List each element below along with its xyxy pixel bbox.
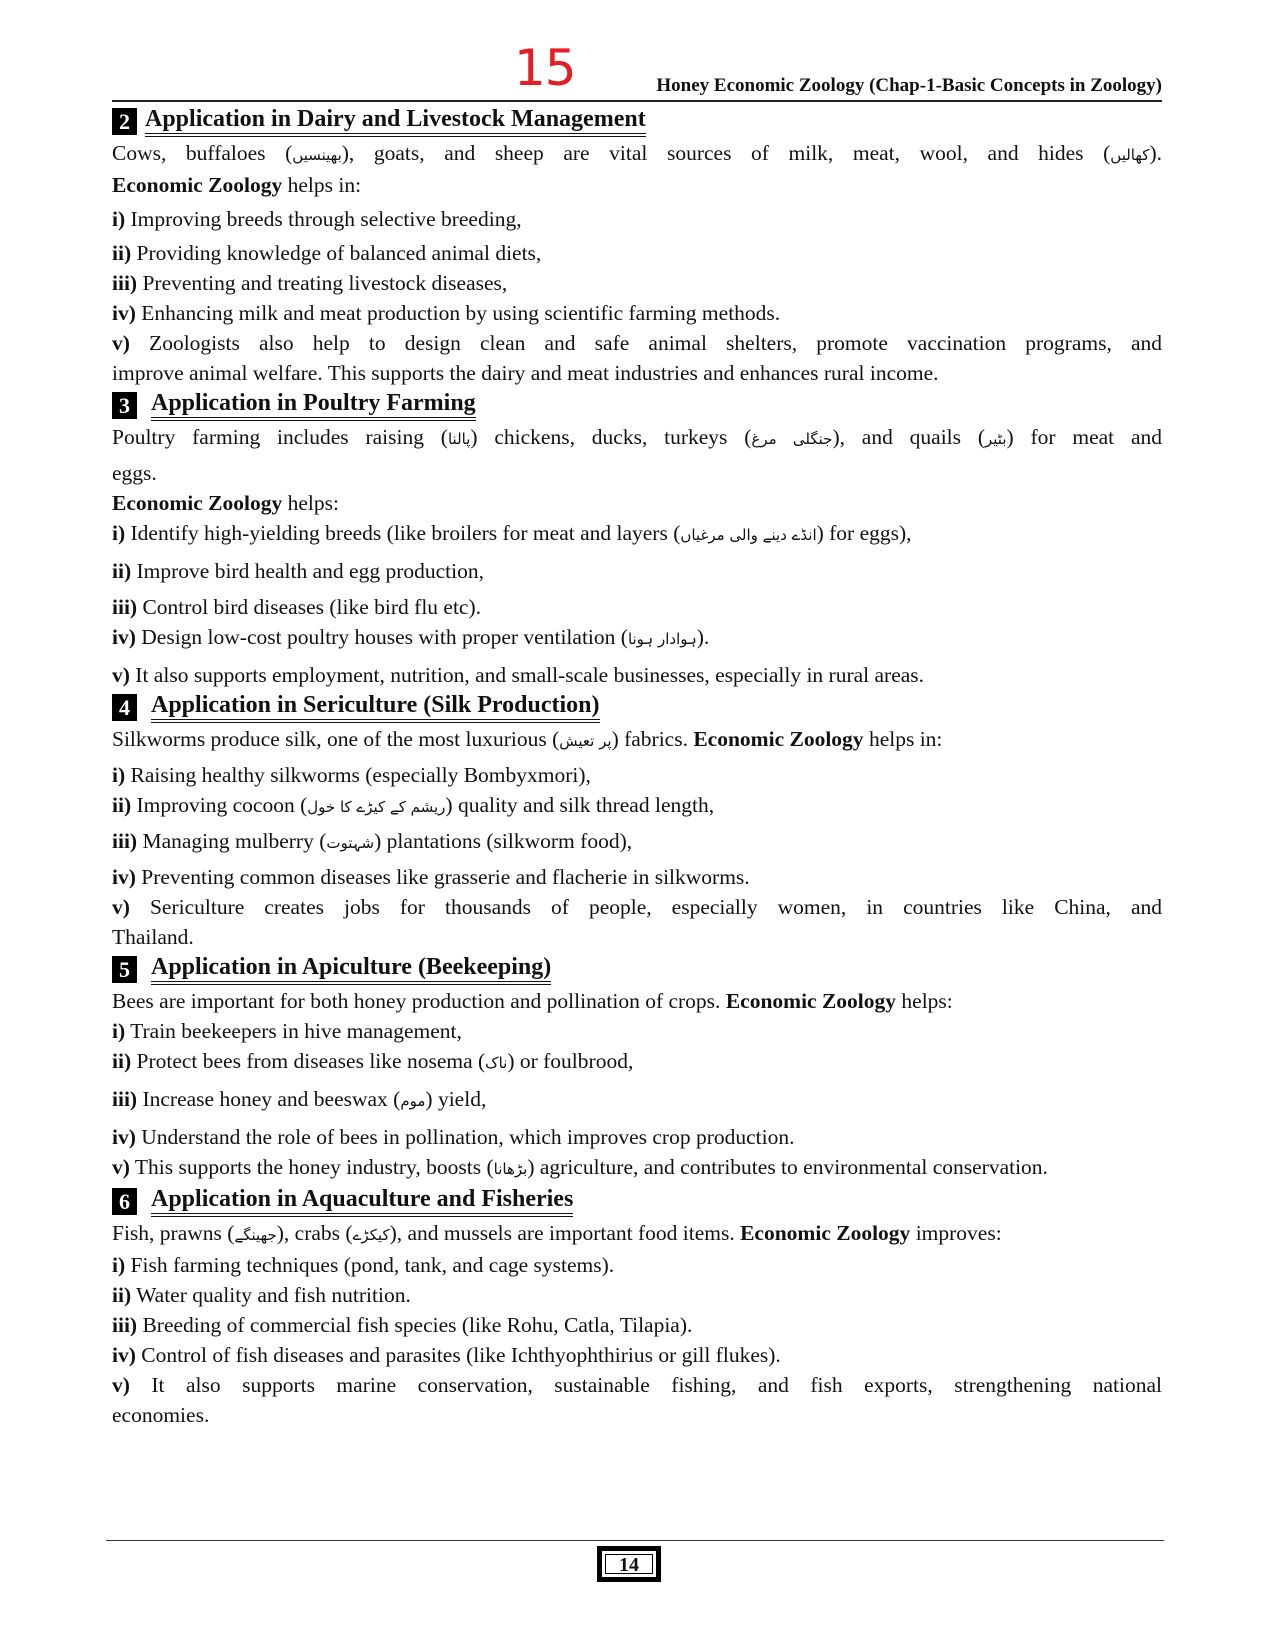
list-item (112, 1370, 1162, 1400)
text-run: ) yield, (425, 1087, 487, 1111)
item-label: v) (112, 1373, 130, 1397)
text-run: Improving breeds through selective breeding, (125, 207, 522, 231)
text-run: It also supports employment, nutrition, and small-scale businesses, especially in rural areas. (129, 663, 925, 687)
list-item (112, 1340, 1162, 1370)
text-run: Zoologists also help to design clean and safe animal shelters, promote vaccination programs, and (129, 331, 1162, 355)
list-item (112, 298, 1162, 328)
section-title: Application in Aquaculture and Fisheries (151, 1185, 573, 1217)
text-run: ) agriculture, and contributes to environmental conservation. (527, 1155, 1048, 1179)
list-item (112, 790, 1162, 822)
section-intro (112, 422, 1162, 454)
item-label: v) (112, 895, 130, 919)
text-run: Fish, prawns ( (112, 1221, 235, 1245)
list-item (112, 268, 1162, 298)
urdu-term: ہوادار ہونا (627, 630, 697, 648)
text-run: It also supports marine conservation, sustainable fishing, and fish exports, strengthening national (129, 1373, 1162, 1397)
section-heading (112, 104, 1162, 138)
urdu-term: ناک (485, 1054, 508, 1072)
list-item (112, 1122, 1162, 1152)
urdu-term: جھینگے (234, 1226, 277, 1244)
urdu-term: موم (400, 1092, 426, 1110)
item-label: v) (112, 663, 130, 687)
footer-page-number: 14 (605, 1554, 653, 1574)
text-run: Enhancing milk and meat production by using scientific farming methods. (135, 301, 781, 325)
item-label: i) (112, 521, 126, 545)
text-run: helps: (896, 989, 953, 1013)
text-run: ), goats, and sheep are vital sources of milk, meat, wool, and hides ( (341, 141, 1111, 165)
text-run: ), and quails ( (832, 425, 985, 449)
running-header (112, 38, 1162, 102)
item-label: ii) (112, 1283, 132, 1307)
text-run: Breeding of commercial fish species (like Rohu, Catla, Tilapia). (137, 1313, 693, 1337)
section-title: Application in Apiculture (Beekeeping) (151, 953, 551, 985)
item-label: i) (112, 207, 126, 231)
header-page-number: 15 (514, 39, 576, 97)
helps-line (112, 488, 1162, 518)
list-item (112, 1084, 1162, 1116)
text-run: Train beekeepers in hive management, (125, 1019, 462, 1043)
section-intro (112, 986, 1162, 1016)
urdu-term: بھینسیں (292, 146, 342, 164)
item-label: iv) (112, 301, 136, 325)
item-label: ii) (112, 241, 132, 265)
text-run: ) for meat and (1006, 425, 1163, 449)
list-item (112, 826, 1162, 858)
bold-term: Economic Zoology (740, 1221, 911, 1245)
list-item (112, 1280, 1162, 1310)
list-item (112, 556, 1162, 586)
list-item-continued: improve animal welfare. This supports the dairy and meat industries and enhances rural income. (112, 361, 939, 385)
list-item (112, 1310, 1162, 1340)
text-run: ), and mussels are important food items. (389, 1221, 741, 1245)
text-run: Sericulture creates jobs for thousands of people, especially women, in countries like China, and (129, 895, 1162, 919)
urdu-term: کیکڑے (352, 1226, 390, 1244)
urdu-term: کھالیں (1110, 146, 1150, 164)
text-run: ) fabrics. (611, 727, 694, 751)
section-title: Application in Poultry Farming (151, 389, 476, 421)
section-number-badge: 6 (112, 1188, 137, 1215)
list-item (112, 592, 1162, 622)
text-run: This supports the honey industry, boosts ( (129, 1155, 494, 1179)
urdu-term: بڑھانا (493, 1160, 528, 1178)
item-label: ii) (112, 559, 132, 583)
text-run: Increase honey and beeswax ( (137, 1087, 401, 1111)
list-item-continued: Thailand. (112, 925, 194, 949)
header-title: Honey Economic Zoology (Chap-1-Basic Concepts in Zoology) (656, 75, 1162, 96)
text-run: Preventing and treating livestock diseases, (137, 271, 508, 295)
item-label: iv) (112, 625, 136, 649)
text-run: ) quality and silk thread length, (445, 793, 715, 817)
text-run: Bees are important for both honey production and pollination of crops. (112, 989, 726, 1013)
text-run: ). (1149, 141, 1162, 165)
text-run: Improve bird health and egg production, (131, 559, 484, 583)
list-item (112, 238, 1162, 268)
text-run: Understand the role of bees in pollination, which improves crop production. (135, 1125, 795, 1149)
page-content (112, 104, 1162, 1430)
section-number-badge: 3 (112, 392, 137, 419)
bold-term: Economic Zoology (725, 989, 897, 1013)
text-run: Protect bees from diseases like nosema ( (131, 1049, 486, 1073)
list-item (112, 622, 1162, 654)
section-heading (112, 690, 1162, 724)
footer-page-box (597, 1546, 661, 1582)
item-label: ii) (112, 1049, 132, 1073)
text-run: Fish farming techniques (pond, tank, and cage systems). (125, 1253, 615, 1277)
text-run: Managing mulberry ( (137, 829, 327, 853)
text-run: ) chickens, ducks, turkeys ( (470, 425, 752, 449)
item-label: iii) (112, 829, 138, 853)
list-item (112, 862, 1162, 892)
text-run: ) or foulbrood, (507, 1049, 634, 1073)
section-number-badge: 5 (112, 956, 137, 983)
section-intro (112, 1218, 1162, 1250)
item-label: i) (112, 763, 126, 787)
list-item (112, 892, 1162, 922)
section-intro (112, 724, 1162, 756)
section-intro-continued: eggs. (112, 461, 157, 485)
urdu-term: جنگلی مرغ (751, 430, 833, 448)
section-title: Application in Dairy and Livestock Management (145, 105, 646, 137)
item-label: iii) (112, 1313, 138, 1337)
item-label: v) (112, 1155, 130, 1179)
footer-rule (106, 1540, 1164, 1541)
list-item (112, 328, 1162, 358)
text-run: helps: (282, 491, 339, 515)
list-item-continued: economies. (112, 1403, 210, 1427)
list-item (112, 204, 1162, 234)
item-label: iv) (112, 1125, 136, 1149)
text-run: helps in: (863, 727, 943, 751)
item-label: ii) (112, 793, 132, 817)
list-item (112, 1046, 1162, 1078)
urdu-term: انڈے دینے والی مرغیاں (680, 526, 817, 544)
text-run: Providing knowledge of balanced animal diets, (131, 241, 542, 265)
list-item (112, 518, 1162, 550)
list-item (112, 760, 1162, 790)
item-label: i) (112, 1019, 126, 1043)
text-run: Control of fish diseases and parasites (like Ichthyophthirius or gill flukes). (135, 1343, 781, 1367)
urdu-term: شہتوت (326, 834, 375, 852)
bold-term: Economic Zoology (693, 727, 864, 751)
bold-term: Economic Zoology (112, 491, 283, 515)
urdu-term: بٹیر (984, 430, 1007, 448)
text-run: ). (696, 625, 710, 649)
item-label: iii) (112, 271, 138, 295)
urdu-term: پر تعیش (559, 732, 612, 750)
list-item (112, 660, 1162, 690)
item-label: iv) (112, 865, 136, 889)
text-run: Raising healthy silkworms (especially Bombyxmori), (125, 763, 591, 787)
item-label: iii) (112, 1087, 138, 1111)
item-label: i) (112, 1253, 126, 1277)
text-run: ) plantations (silkworm food), (374, 829, 633, 853)
list-item (112, 1250, 1162, 1280)
text-run: ), crabs ( (276, 1221, 353, 1245)
urdu-term: ریشم کے کیڑے کا خول (307, 798, 446, 816)
text-run: improves: (910, 1221, 1002, 1245)
section-heading (112, 388, 1162, 422)
text-run: Cows, buffaloes ( (112, 141, 293, 165)
item-label: iv) (112, 1343, 136, 1367)
text-run: Silkworms produce silk, one of the most luxurious ( (112, 727, 560, 751)
item-label: iii) (112, 595, 138, 619)
text-run: Preventing common diseases like grasserie and flacherie in silkworms. (135, 865, 750, 889)
helps-line (112, 170, 1162, 200)
text-run: helps in: (282, 173, 362, 197)
text-run: Control bird diseases (like bird flu etc). (137, 595, 482, 619)
text-run: Design low-cost poultry houses with proper ventilation ( (135, 625, 628, 649)
list-item (112, 1152, 1162, 1184)
text-run: Identify high-yielding breeds (like broilers for meat and layers ( (125, 521, 681, 545)
section-title: Application in Sericulture (Silk Production) (151, 691, 600, 723)
text-run: ) for eggs), (816, 521, 912, 545)
list-item (112, 1016, 1162, 1046)
section-intro (112, 138, 1162, 170)
text-run: Water quality and fish nutrition. (131, 1283, 411, 1307)
item-label: v) (112, 331, 130, 355)
text-run: Improving cocoon ( (131, 793, 308, 817)
section-number-badge: 4 (112, 694, 137, 721)
bold-term: Economic Zoology (112, 173, 283, 197)
section-heading (112, 952, 1162, 986)
text-run: Poultry farming includes raising ( (112, 425, 448, 449)
urdu-term: پالنا (447, 430, 471, 448)
section-number-badge: 2 (112, 108, 137, 135)
section-heading (112, 1184, 1162, 1218)
